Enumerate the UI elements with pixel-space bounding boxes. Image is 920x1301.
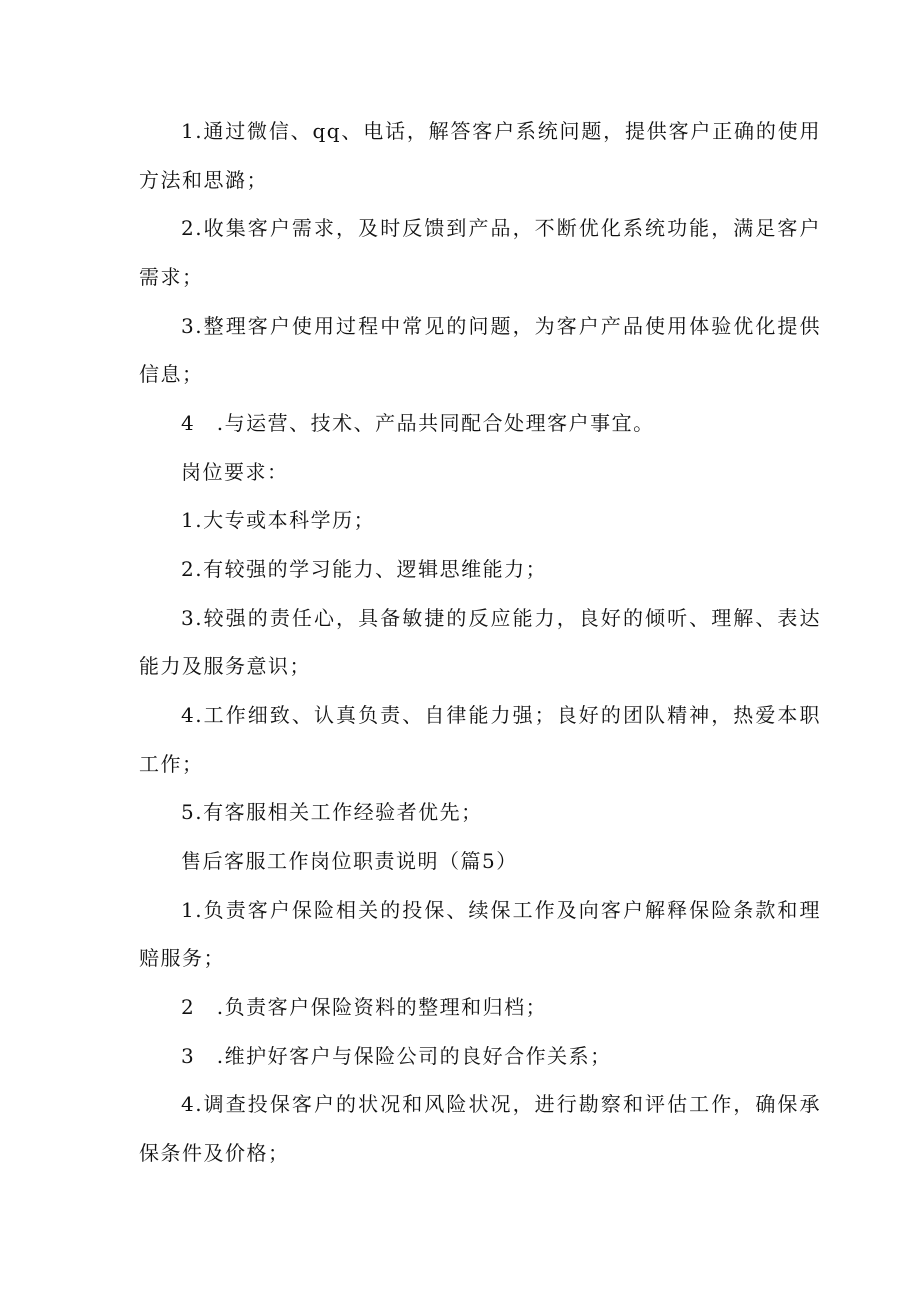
paragraph-line: 2.有较强的学习能力、逻辑思维能力； <box>181 557 548 581</box>
paragraph-line: 1.大专或本科学历； <box>181 508 376 532</box>
paragraph-line: 工作； <box>139 752 204 776</box>
paragraph-line: 2.收集客户需求，及时反馈到产品，不断优化系统功能，满足客户 <box>181 216 821 240</box>
paragraph-line: 需求； <box>139 265 204 289</box>
paragraph-line: 赔服务； <box>139 946 225 970</box>
paragraph-line: 5.有客服相关工作经验者优先； <box>181 800 483 824</box>
paragraph-line: 1.负责客户保险相关的投保、续保工作及向客户解释保险条款和理 <box>181 898 821 922</box>
paragraph-line: 2 .负责客户保险资料的整理和归档； <box>181 995 548 1019</box>
paragraph-line: 4.调查投保客户的状况和风险状况，进行勘察和评估工作，确保承 <box>181 1092 821 1116</box>
paragraph-line: 3.较强的责任心，具备敏捷的反应能力，良好的倾听、理解、表达 <box>181 606 821 630</box>
paragraph-line: 3.整理客户使用过程中常见的问题，为客户产品使用体验优化提供 <box>181 314 821 338</box>
paragraph-line: 能力及服务意识； <box>139 654 311 678</box>
paragraph-line: 1.通过微信、qq、电话，解答客户系统问题，提供客户正确的使用 <box>181 119 821 143</box>
paragraph-line: 方法和思潞； <box>139 168 268 192</box>
paragraph-line: 4.工作细致、认真负责、自律能力强；良好的团队精神，热爱本职 <box>181 703 821 727</box>
paragraph-line: 3 .维护好客户与保险公司的良好合作关系； <box>181 1044 612 1068</box>
paragraph-line: 信息； <box>139 362 204 386</box>
section-heading: 岗位要求： <box>181 460 289 484</box>
paragraph-line: 保条件及价格； <box>139 1141 290 1165</box>
section-heading: 售后客服工作岗位职责说明（篇5） <box>181 849 518 873</box>
paragraph-line: 4 .与运营、技术、产品共同配合处理客户事宜。 <box>181 411 655 435</box>
